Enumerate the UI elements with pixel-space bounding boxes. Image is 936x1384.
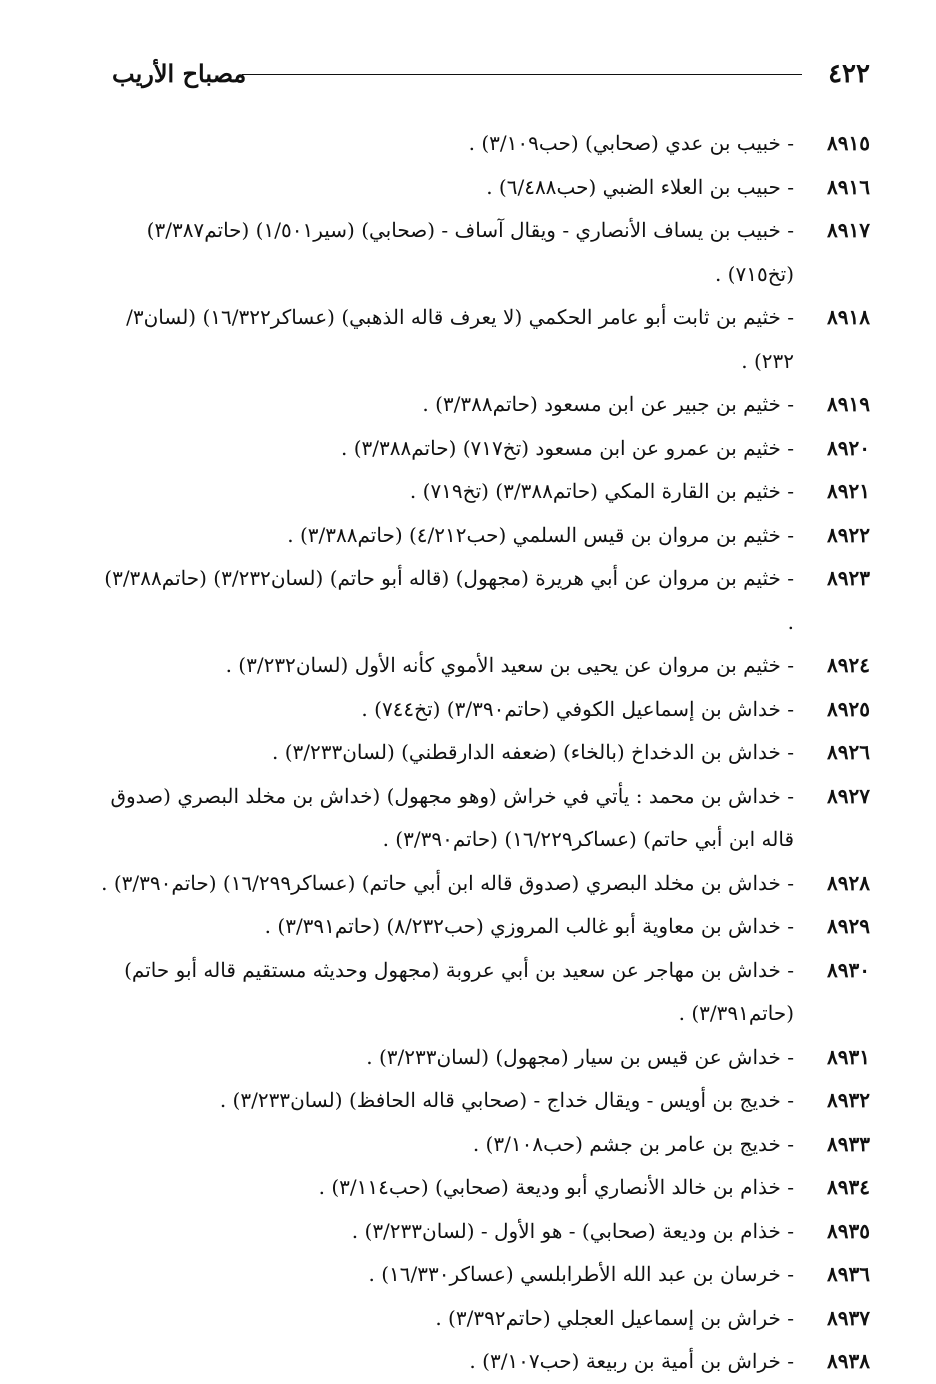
entry-text: - خرسان بن عبد الله الأطرابلسي (عساكر١٦/٣٣٠) . <box>368 1262 794 1286</box>
entry-number: ٨٩٢٩ <box>827 914 870 938</box>
entry <box>100 688 870 732</box>
entry-number: ٨٩٣٧ <box>827 1305 870 1330</box>
entry-text: - خديج بن أويس - ويقال خداج - (صحابي قاله الحافظ) (لسان٣/٢٣٣) . <box>219 1088 794 1112</box>
entry <box>100 383 870 427</box>
entry <box>100 1036 870 1080</box>
entry-text: - خراش بن أمية بن ربيعة (حب٣/١٠٧) . <box>469 1349 794 1373</box>
entry-number: ٨٩٣٢ <box>827 1088 870 1112</box>
entry <box>100 470 870 514</box>
entry-text: - خبيب بن يساف الأنصاري - ويقال آساف - (صحابي) (سير١/٥٠١) (حاتم٣/٣٨٧) (تخ٧١٥) . <box>146 218 794 286</box>
entry-text: - خداش بن محمد : يأتي في خراش (وهو مجهول) (خداش بن مخلد البصري (صدوق قاله ابن أبي حاتم) (عساكر١٦/٢٢٩) (حاتم٣/٣٩٠) . <box>110 783 794 851</box>
book-title: مصباح الأريب <box>112 59 247 88</box>
running-header <box>112 56 870 92</box>
entry <box>100 731 870 775</box>
entry <box>100 166 870 210</box>
entry <box>100 1210 870 1254</box>
entry <box>100 1253 870 1297</box>
entry <box>100 905 870 949</box>
entry-number: ٨٩١٩ <box>827 392 870 416</box>
entry-number: ٨٩١٧ <box>827 218 870 242</box>
entry-number: ٨٩٣١ <box>827 1044 870 1069</box>
entry-text: - خديج بن عامر بن جشم (حب٣/١٠٨) . <box>472 1131 794 1156</box>
entry-number: ٨٩٢٣ <box>827 566 870 590</box>
entry <box>100 427 870 471</box>
entry <box>100 862 870 906</box>
entry <box>100 1123 870 1167</box>
entry-text: - خثيم بن مروان بن قيس السلمي (حب٤/٢١٢) (حاتم٣/٣٨٨) . <box>287 522 794 547</box>
entry-text: - خداش بن مخلد البصري (صدوق قاله ابن أبي حاتم) (عساكر١٦/٢٩٩) (حاتم٣/٣٩٠) . <box>101 870 794 895</box>
entry <box>100 644 870 688</box>
entry-number: ٨٩٢٥ <box>827 696 870 721</box>
entry-text: - خذام بن وديعة (صحابي) - هو الأول - (لسان٣/٢٣٣) . <box>351 1218 794 1243</box>
entry-number: ٨٩٢٨ <box>827 870 870 895</box>
entry-text: - خثيم بن مروان عن أبي هريرة (مجهول) (قاله أبو حاتم) (لسان٣/٢٣٢) (حاتم٣/٣٨٨) . <box>104 566 794 634</box>
entry-text: - خثيم بن ثابت أبو عامر الحكمي (لا يعرف قاله الذهبي) (عساكر١٦/٣٢٢) (لسان٣/ ٢٣٢) . <box>126 305 794 373</box>
entry-text: - خثيم بن القارة المكي (حاتم٣/٣٨٨) (تخ٧١٩) . <box>409 479 794 503</box>
entry-text: - خداش بن معاوية أبو غالب المروزي (حب٨/٢٣٢) (حاتم٣/٣٩١) . <box>264 914 794 938</box>
entry <box>100 514 870 558</box>
entry-text: - خذام بن خالد الأنصاري أبو وديعة (صحابي) (حب٣/١١٤) . <box>318 1175 794 1199</box>
entry-text: - خبيب بن عدي (صحابي) (حب٣/١٠٩) . <box>468 131 794 155</box>
entry <box>100 775 870 862</box>
entry-text: - خراش بن إسماعيل العجلي (حاتم٣/٣٩٢) . <box>435 1305 794 1330</box>
entry-number: ٨٩٣٦ <box>827 1262 870 1286</box>
entry-number: ٨٩٣٠ <box>827 957 870 982</box>
entry-number: ٨٩٢١ <box>827 479 870 503</box>
entry-number: ٨٩٣٥ <box>827 1218 870 1243</box>
entry-text: - خثيم بن جبير عن ابن مسعود (حاتم٣/٣٨٨) . <box>422 392 794 416</box>
entry-list <box>100 122 870 1384</box>
entry-number: ٨٩٢٦ <box>827 740 870 764</box>
entry-number: ٨٩٢٧ <box>827 783 870 808</box>
entry-number: ٨٩٢٢ <box>827 522 870 547</box>
entry-text: - خداش بن مهاجر عن سعيد بن أبي عروبة (مجهول وحديثه مستقيم قاله أبو حاتم) (حاتم٣/٣٩١) . <box>124 957 794 1025</box>
entry-text: - خثيم بن عمرو عن ابن مسعود (تخ٧١٧) (حاتم٣/٣٨٨) . <box>341 435 794 460</box>
entry <box>100 1079 870 1123</box>
entry-number: ٨٩٣٨ <box>827 1349 870 1373</box>
entry-number: ٨٩١٨ <box>827 305 870 329</box>
entry-number: ٨٩٢٤ <box>827 653 870 677</box>
page-number: ٤٢٢ <box>828 59 870 89</box>
entry-text: - خثيم بن مروان عن يحيى بن سعيد الأموي كأنه الأول (لسان٣/٢٣٢) . <box>225 653 794 677</box>
entry-number: ٨٩٣٣ <box>827 1131 870 1156</box>
entry <box>100 1340 870 1384</box>
entry <box>100 209 870 296</box>
entry-number: ٨٩١٦ <box>827 174 870 199</box>
entry-text: - حبيب بن العلاء الضبي (حب٦/٤٨٨) . <box>486 174 794 199</box>
entry-number: ٨٩١٥ <box>827 131 870 155</box>
entry <box>100 1297 870 1341</box>
entry-text: - خداش بن الدخداخ (بالخاء) (ضعفه الدارقطني) (لسان٣/٢٣٣) . <box>271 740 794 764</box>
entry-number: ٨٩٣٤ <box>827 1175 870 1199</box>
entry-text: - خداش عن قيس بن سيار (مجهول) (لسان٣/٢٣٣) . <box>366 1044 794 1069</box>
entry <box>100 949 870 1036</box>
entry <box>100 296 870 383</box>
entry-text: - خداش بن إسماعيل الكوفي (حاتم٣/٣٩٠) (تخ٧٤٤) . <box>361 696 794 721</box>
entry-number: ٨٩٢٠ <box>827 435 870 460</box>
header-rule <box>242 74 802 75</box>
entry <box>100 1166 870 1210</box>
entry <box>100 122 870 166</box>
entry <box>100 557 870 644</box>
